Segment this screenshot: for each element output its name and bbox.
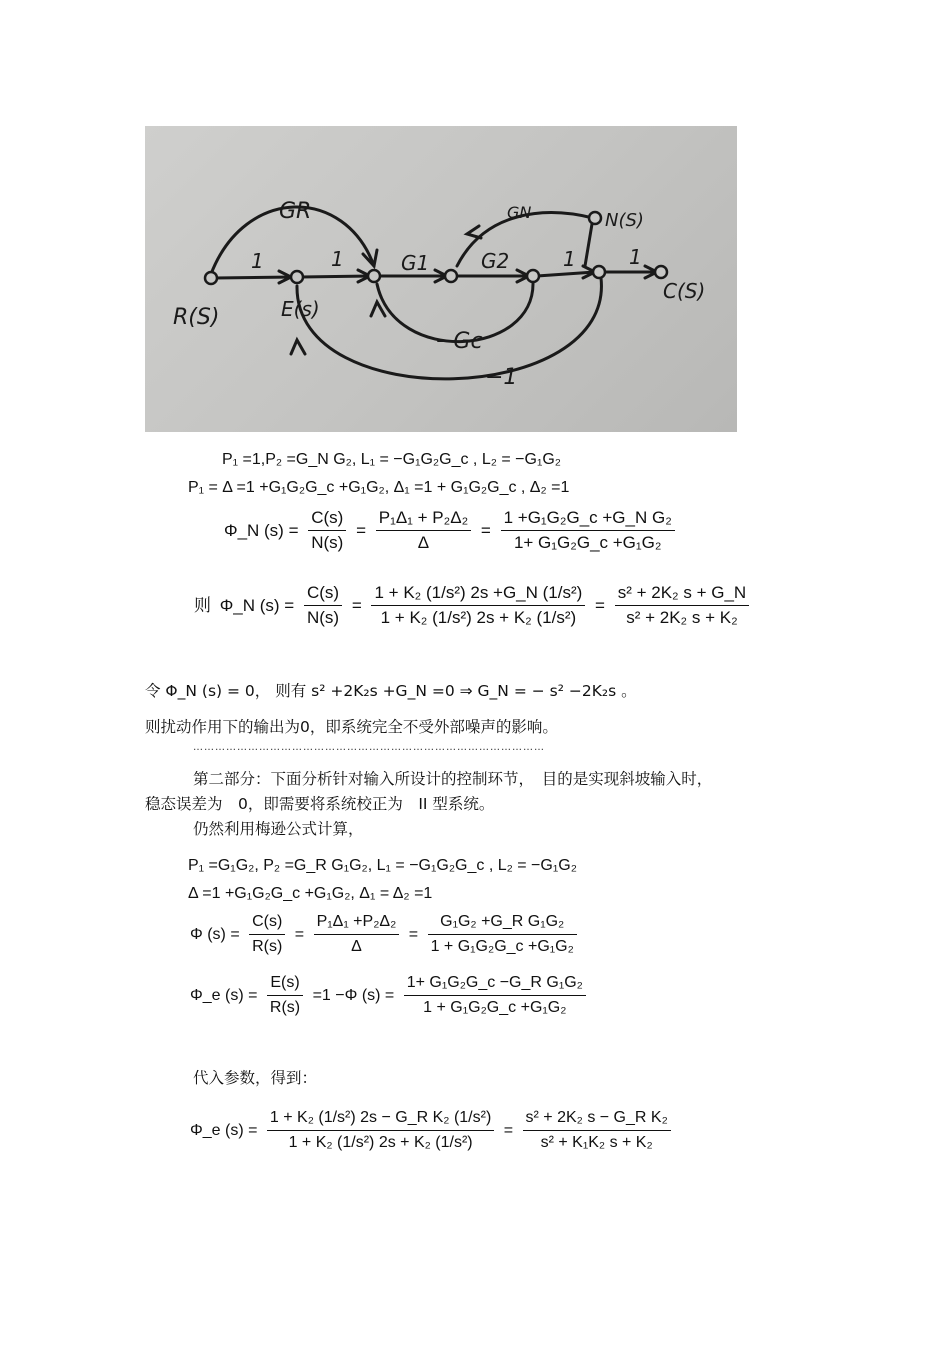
label-gn: GN — [507, 203, 532, 222]
frac-denominator: 1 + K₂ (1/s²) 2s + K₂ (1/s²) — [380, 608, 577, 627]
frac-numerator: 1 + K₂ (1/s²) 2s +G_N (1/s²) — [371, 583, 585, 606]
signal-flow-graph-photo — [145, 126, 737, 432]
arrow-gc — [371, 302, 385, 316]
part1-eq2: P₁ = Δ =1 +G₁G₂G_c +G₁G₂, Δ₁ =1 + G₁G₂G_c , Δ₂ =1 — [188, 479, 570, 496]
part1-eq4: 则 Φ_N (s) = $\frac{C(s)}{N(s)}$ = $\frac{\text{1 + K₂ (1/s²) 2s +G\_N (1/s²)}}{\text{1 + K₂ (1/s²) 2s + K₂ (1/s²)}}$ = $\frac{\text{s² + 2K₂ s + G\_N}}{\text{s² + 2K₂ s + K₂}}$ — [192, 583, 752, 628]
label-e: E(s) — [281, 297, 320, 321]
frac-numerator: C(s) — [308, 508, 346, 531]
frac-numerator: G₁G₂ +G_R G₁G₂ — [428, 912, 577, 935]
part1-eq3-frac1 — [308, 508, 346, 553]
frac-numerator: 1+ G₁G₂G_c −G_R G₁G₂ — [404, 973, 586, 996]
frac-numerator: P₁Δ₁ +P₂Δ₂ — [314, 912, 400, 935]
label-n: N(S) — [605, 210, 644, 231]
part2-eq4-frac2 — [404, 973, 586, 1018]
frac-denominator: s² + K₁K₂ s + K₂ — [540, 1134, 653, 1151]
part2-para1-line1: 第二部分：下面分析针对输入所设计的控制环节， 目的是实现斜坡输入时， — [193, 770, 713, 788]
part1-line6: 则扰动作用下的输出为0，即系统完全不受外部噪声的影响。 — [145, 718, 558, 736]
part2-eq5-frac1 — [267, 1108, 494, 1153]
part2-eq3-lhs: Φ (s) = — [190, 925, 240, 943]
frac-numerator: 1 +G₁G₂G_c +G_N G₂ — [501, 508, 675, 531]
part2-para1-line2: 稳态误差为 0，即需要将系统校正为 II 型系统。 — [145, 795, 495, 813]
node-n — [589, 212, 601, 224]
part1-eq4-prefix: 则 — [194, 595, 211, 615]
branch-r-e — [215, 277, 293, 278]
part1-eq3: Φ_N (s) = $\frac{C(s)}{N(s)}$ = $\frac{\text{P₁Δ₁ + P₂Δ₂}}{\Delta}$ = $\frac{\text{1 +G₁G₂G\_c +G\_N G₂}}{\text{1+ G₁G₂G\_c +G₁G₂}}$ — [222, 508, 678, 553]
part2-para3: 代入参数，得到： — [193, 1069, 318, 1087]
branch-e-x1 — [301, 276, 370, 277]
label-gr: GR — [279, 199, 312, 224]
part1-eq4-frac3 — [615, 583, 749, 628]
part2-eq2: Δ =1 +G₁G₂G_c +G₁G₂, Δ₁ = Δ₂ =1 — [188, 885, 433, 902]
label-minus-one: −1 — [485, 365, 518, 390]
part2-eq3: Φ (s) = $\frac{C(s)}{R(s)}$ = $\frac{\text{P₁Δ₁ +P₂Δ₂}}{\Delta}$ = $\frac{\text{G₁G₂ +G\_R G₁G₂}}{\text{1 + G₁G₂G\_c +G₁G₂}}$ — [188, 912, 580, 957]
part1-eq4-lhs: Φ_N (s) = — [219, 595, 295, 615]
part2-eq4-lhs: Φ_e (s) = — [190, 986, 258, 1004]
part1-line5: 令 Φ_N (s) = 0， 则有 s² +2K₂s +G_N =0 ⇒ G_N = − s² −2K₂s 。 — [145, 682, 637, 700]
frac-numerator: 1 + K₂ (1/s²) 2s − G_R K₂ (1/s²) — [267, 1108, 494, 1131]
frac-denominator: N(s) — [306, 608, 340, 627]
arrow-minus-one — [291, 340, 305, 354]
label-gain-a: 1 — [251, 249, 264, 273]
frac-denominator: R(s) — [252, 938, 283, 955]
node-e — [291, 271, 303, 283]
frac-numerator: C(s) — [304, 583, 342, 606]
part2-eq4-frac1 — [267, 973, 303, 1018]
frac-denominator: s² + 2K₂ s + K₂ — [626, 608, 738, 627]
label-gain-d: 1 — [629, 245, 642, 269]
part2-eq5-lhs: Φ_e (s) = — [190, 1121, 258, 1139]
frac-numerator: s² + 2K₂ s + G_N — [615, 583, 749, 606]
node-x4 — [593, 266, 605, 278]
label-g2: G2 — [481, 249, 510, 273]
part2-eq3-frac2 — [314, 912, 400, 957]
part1-eq3-lhs: Φ_N (s) = — [224, 520, 299, 540]
part1-eq1: P₁ =1,P₂ =G_N G₂, L₁ = −G₁G₂G_c , L₂ = −G₁G₂ — [222, 451, 562, 468]
node-x2 — [445, 270, 457, 282]
label-r: R(S) — [173, 305, 220, 330]
part2-eq3-frac1 — [249, 912, 285, 957]
frac-denominator: 1 + G₁G₂G_c +G₁G₂ — [423, 999, 567, 1016]
part2-para2: 仍然利用梅逊公式计算， — [193, 820, 364, 838]
node-r — [205, 272, 217, 284]
frac-numerator: C(s) — [249, 912, 285, 935]
node-c — [655, 266, 667, 278]
frac-numerator: E(s) — [267, 973, 303, 996]
part2-eq4 — [188, 973, 589, 1018]
node-x3 — [527, 270, 539, 282]
frac-denominator: Δ — [417, 533, 430, 552]
frac-denominator: R(s) — [269, 999, 301, 1016]
frac-denominator: N(s) — [311, 533, 344, 552]
part1-eq4-frac1 — [304, 583, 342, 628]
part1-eq3-frac2 — [376, 508, 471, 553]
frac-denominator: 1+ G₁G₂G_c +G₁G₂ — [513, 533, 662, 552]
signal-flow-graph — [145, 126, 737, 432]
part1-eq4-frac2 — [371, 583, 585, 628]
part2-eq5-frac2 — [523, 1108, 671, 1153]
frac-numerator: s² + 2K₂ s − G_R K₂ — [523, 1108, 671, 1131]
part2-eq1: P₁ =G₁G₂, P₂ =G_R G₁G₂, L₁ = −G₁G₂G_c , L₂ = −G₁G₂ — [188, 857, 577, 874]
label-minus-gc: −Gc — [435, 329, 483, 354]
frac-numerator: P₁Δ₁ + P₂Δ₂ — [376, 508, 471, 531]
label-gain-c: 1 — [563, 247, 576, 271]
frac-denominator: Δ — [351, 938, 362, 955]
label-c: C(S) — [663, 279, 706, 303]
part2-eq3-frac3 — [428, 912, 577, 957]
part1-eq3-frac3 — [501, 508, 675, 553]
part2-eq5: Φ_e (s) = $\frac{\text{1 + K₂ (1/s²) 2s − G\_R K₂ (1/s²)}}{\text{1 + K₂ (1/s²) 2s + K₂ (1/s²)}}$ = $\frac{\text{s² + 2K₂ s − G\_R K₂}}{\text{s² + K₁K₂ s + K₂}}$ — [188, 1108, 674, 1153]
branch-n-x4 — [585, 218, 593, 266]
part2-eq4-mid: =1 −Φ (s) = — [312, 986, 395, 1004]
label-g1: G1 — [401, 251, 430, 275]
arrow-gn — [467, 226, 481, 238]
separator-dots: …………………………………………………………………………………… — [193, 742, 545, 753]
frac-denominator: 1 + G₁G₂G_c +G₁G₂ — [430, 938, 574, 955]
frac-denominator: 1 + K₂ (1/s²) 2s + K₂ (1/s²) — [288, 1134, 473, 1151]
node-x1 — [368, 270, 380, 282]
label-gain-b: 1 — [331, 247, 344, 271]
